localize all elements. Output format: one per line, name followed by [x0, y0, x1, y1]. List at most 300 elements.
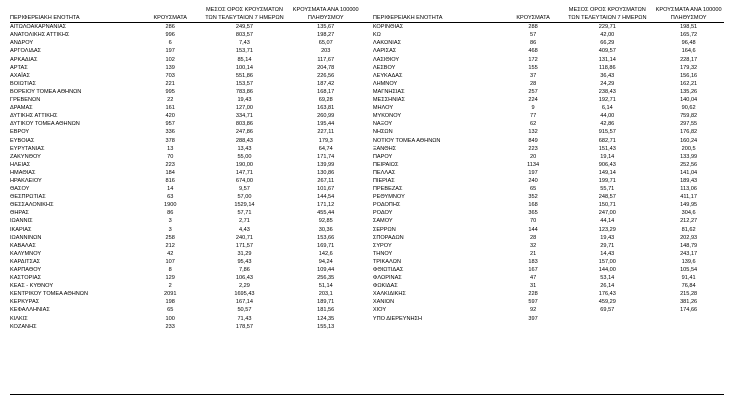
row-column-gap: [361, 306, 373, 314]
row-right-avg: 14,43: [600, 250, 615, 257]
row-right-avg: 24,29: [600, 80, 615, 87]
row-left-avg: 2,29: [239, 283, 250, 290]
table-row: [10, 193, 724, 201]
row-right-avg: 149,14: [598, 169, 616, 176]
header-column-gap: [361, 6, 373, 23]
row-right-per100k: 215,28: [680, 291, 698, 298]
table-row: [10, 185, 724, 193]
row-column-gap: [361, 23, 373, 32]
row-column-gap: [361, 282, 373, 290]
row-left-avg: 55,00: [237, 153, 252, 160]
row-left-per100k: 51,14: [318, 283, 333, 290]
row-left-cases: 233: [165, 323, 175, 330]
row-right-avg: 915,57: [598, 129, 616, 136]
row-left-per100k: 181,56: [317, 307, 335, 314]
row-left-region: ΗΛΕΙΑΣ: [10, 161, 31, 168]
table-row: [10, 23, 724, 32]
row-left-avg: 1529,14: [234, 202, 255, 209]
row-right-per100k: 411,17: [680, 194, 697, 201]
row-column-gap: [361, 290, 373, 298]
row-right-cases: 849: [528, 137, 538, 144]
row-right-cases: 365: [528, 210, 538, 217]
row-right-avg: 229,71: [598, 24, 616, 31]
row-right-avg: 682,71: [598, 137, 616, 144]
row-right-region: ΣΠΟΡΑΔΩΝ: [372, 234, 404, 241]
row-right-cases: 468: [528, 48, 538, 55]
table-row: [10, 274, 724, 282]
row-left-avg: 50,57: [237, 307, 252, 314]
table-row: [10, 258, 724, 266]
row-right-region: ΠΕΛΛΑΣ: [372, 169, 396, 176]
row-left-per100k: 65,07: [318, 40, 333, 47]
row-column-gap: [361, 226, 373, 234]
row-left-avg: 4,43: [239, 226, 250, 233]
row-right-region: ΤΡΙΚΑΛΩΝ: [372, 258, 401, 265]
row-left-cases: 70: [167, 153, 174, 160]
row-right-per100k: 165,72: [680, 32, 698, 39]
table-row: [10, 47, 724, 55]
row-left-per100k: 155,13: [317, 323, 335, 330]
row-right-cases: 144: [528, 226, 538, 233]
row-right-region: ΜΑΓΝΗΣΙΑΣ: [372, 88, 405, 95]
row-right-region: ΞΑΝΘΗΣ: [372, 145, 397, 152]
table-row: [10, 120, 724, 128]
row-column-gap: [361, 323, 373, 331]
row-right-cases: 86: [529, 40, 537, 47]
row-left-region: ΚΑΛΥΜΝΟΥ: [10, 250, 42, 257]
row-left-avg: 100,14: [235, 64, 253, 71]
row-left-avg: 57,71: [237, 210, 252, 217]
row-right-region: [373, 323, 505, 331]
row-right-region: ΛΑΚΩΝΙΑΣ: [372, 40, 402, 47]
header-right-cases: ΚΡΟΥΣΜΑΤΑ: [505, 6, 562, 23]
row-right-avg: 44,14: [600, 218, 615, 225]
row-right-per100k: 243,17: [680, 250, 698, 257]
row-right-avg: 29,71: [600, 242, 615, 249]
row-left-region: ΚΙΛΚΙΣ: [10, 315, 28, 322]
row-left-cases: 223: [165, 161, 175, 168]
row-right-region: ΚΩ: [372, 32, 381, 39]
row-left-per100k: 171,12: [317, 202, 335, 209]
row-right-per100k: 759,82: [680, 113, 698, 120]
row-left-avg: 147,71: [235, 169, 253, 176]
table-row: [10, 88, 724, 96]
row-right-region: ΛΑΣΙΘΙΟΥ: [372, 56, 400, 63]
row-right-avg: 247,00: [598, 210, 616, 217]
row-right-per100k: 252,56: [680, 161, 698, 168]
row-column-gap: [361, 161, 373, 169]
row-right-avg: 248,57: [598, 194, 616, 201]
row-right-avg: 36,43: [600, 72, 615, 79]
row-left-cases: 703: [165, 72, 175, 79]
row-right-region: ΧΑΛΚΙΔΙΚΗΣ: [372, 291, 406, 298]
row-column-gap: [361, 56, 373, 64]
row-right-avg: [561, 323, 653, 331]
row-right-cases: 257: [528, 88, 538, 95]
row-column-gap: [361, 274, 373, 282]
row-right-region: ΜΗΛΟΥ: [372, 105, 394, 112]
table-row: [10, 145, 724, 153]
row-right-cases: 352: [528, 194, 538, 201]
row-right-cases: [505, 323, 562, 331]
row-right-per100k: 174,66: [680, 307, 698, 314]
row-left-cases: 286: [165, 24, 175, 31]
row-right-cases: 9: [531, 105, 535, 112]
row-left-avg: 31,29: [237, 250, 252, 257]
row-column-gap: [361, 193, 373, 201]
row-right-cases: 20: [529, 153, 537, 160]
row-left-per100k: 144,54: [317, 194, 335, 201]
row-right-per100k: 164,6: [681, 48, 696, 55]
row-left-cases: 65: [167, 307, 174, 314]
row-right-cases: 92: [529, 307, 537, 314]
row-right-avg: [561, 315, 653, 323]
row-left-per100k: 168,17: [317, 88, 335, 95]
row-right-cases: 223: [528, 145, 538, 152]
row-left-region: ΚΟΖΑΝΗΣ: [10, 323, 37, 330]
row-left-avg: 803,57: [235, 32, 253, 39]
table-row: [10, 201, 724, 209]
row-left-cases: 3: [168, 226, 172, 233]
row-right-avg: 157,00: [598, 258, 616, 265]
header-right-per100k-line1: ΚΡΟΥΣΜΑΤΑ ΑΝΑ 100000: [655, 7, 722, 13]
row-left-region: ΗΡΑΚΛΕΙΟΥ: [10, 177, 42, 184]
row-right-cases: 288: [528, 24, 538, 31]
row-left-per100k: 187,42: [317, 80, 335, 87]
row-column-gap: [361, 80, 373, 88]
row-left-per100k: 109,44: [317, 267, 335, 273]
row-right-cases: 132: [528, 129, 538, 136]
row-right-avg: 144,00: [598, 267, 616, 273]
row-right-cases: 172: [528, 56, 538, 63]
row-right-per100k: [653, 315, 724, 323]
row-right-cases: 224: [528, 97, 538, 104]
row-left-cases: 336: [165, 129, 175, 136]
row-right-avg: 69,57: [600, 307, 615, 314]
row-right-per100k: 135,26: [680, 88, 698, 95]
table-row: [10, 266, 724, 274]
row-column-gap: [361, 266, 373, 274]
row-right-per100k: 297,55: [680, 121, 698, 128]
row-left-cases: 258: [165, 234, 175, 241]
table-header-row: [10, 6, 724, 23]
row-right-avg: 53,14: [600, 275, 615, 282]
row-column-gap: [361, 177, 373, 185]
row-column-gap: [361, 185, 373, 193]
row-right-per100k: 176,82: [680, 129, 698, 136]
row-left-cases: 161: [165, 105, 175, 112]
row-column-gap: [361, 137, 373, 145]
row-right-region: ΤΗΝΟΥ: [372, 250, 393, 257]
table-row: [10, 104, 724, 112]
row-left-region: ΘΑΣΟΥ: [10, 186, 30, 193]
row-right-cases: 197: [528, 169, 538, 176]
row-left-region: ΚΑΣΤΟΡΙΑΣ: [10, 275, 42, 282]
row-right-avg: 19,43: [600, 234, 615, 241]
row-column-gap: [361, 72, 373, 80]
row-left-region: ΚΕΦΑΛΛΗΝΙΑΣ: [10, 307, 50, 314]
table-row: [10, 128, 724, 136]
row-left-avg: 551,86: [235, 72, 253, 79]
row-right-per100k: 113,06: [680, 186, 697, 193]
table-body: [10, 23, 724, 331]
row-left-cases: 13: [167, 145, 174, 152]
row-left-region: ΕΥΒΟΙΑΣ: [10, 137, 35, 144]
header-right-per100k: [653, 6, 724, 23]
row-right-cases: 62: [529, 121, 537, 128]
table-row: [10, 315, 724, 323]
row-left-cases: 22: [167, 97, 174, 104]
row-left-region: ΔΥΤΙΚΗΣ ΑΤΤΙΚΗΣ: [10, 113, 58, 120]
row-left-cases: 221: [165, 80, 175, 87]
row-column-gap: [361, 104, 373, 112]
row-left-per100k: 203,1: [318, 291, 333, 298]
row-right-region: ΝΑΞΟΥ: [372, 121, 393, 128]
row-left-region: ΚΕΝΤΡΙΚΟΥ ΤΟΜΕΑ ΑΘΗΝΩΝ: [10, 291, 89, 298]
row-right-per100k: 156,16: [680, 72, 698, 79]
row-right-per100k: 198,51: [680, 24, 698, 31]
row-right-per100k: 228,17: [680, 56, 698, 63]
table-row: [10, 112, 724, 120]
table-row: [10, 72, 724, 80]
header-left-region: ΠΕΡΙΦΕΡΕΙΑΚΗ ΕΝΟΤΗΤΑ: [10, 6, 142, 23]
row-right-per100k: 139,6: [681, 258, 696, 265]
row-left-region: ΘΗΡΑΣ: [10, 210, 29, 217]
row-column-gap: [361, 242, 373, 250]
row-right-region: ΣΑΜΟΥ: [372, 218, 393, 225]
row-left-per100k: 69,28: [318, 97, 333, 104]
row-left-region: ΚΕΑΣ - ΚΥΘΝΟΥ: [10, 283, 54, 290]
row-right-region: ΡΟΔΟΥ: [372, 210, 393, 217]
row-left-per100k: 256,35: [317, 275, 335, 282]
row-column-gap: [361, 217, 373, 225]
table-row: [10, 177, 724, 185]
row-left-region: ΕΒΡΟΥ: [10, 129, 30, 136]
row-left-cases: 1900: [164, 202, 177, 209]
row-right-avg: 176,43: [598, 291, 616, 298]
row-left-cases: 63: [167, 194, 174, 201]
row-left-region: ΔΡΑΜΑΣ: [10, 105, 33, 112]
table-row: [10, 306, 724, 314]
row-left-cases: 2091: [164, 291, 177, 298]
row-left-avg: 7,43: [239, 40, 250, 47]
row-right-cases: 167: [528, 267, 538, 273]
row-right-avg: 6,14: [601, 105, 613, 112]
row-left-region: ΘΕΣΠΡΩΤΙΑΣ: [10, 194, 46, 201]
header-right-avg: [561, 6, 653, 23]
row-right-region: ΜΥΚΟΝΟΥ: [372, 113, 402, 120]
row-right-avg: 199,71: [598, 177, 616, 184]
row-right-region: ΠΕΙΡΑΙΩΣ: [372, 161, 399, 168]
row-left-avg: 127,00: [235, 105, 253, 112]
row-right-cases: 397: [528, 315, 538, 322]
row-left-per100k: 179,3: [318, 137, 333, 144]
table-row: [10, 137, 724, 145]
row-right-region: ΠΑΡΟΥ: [372, 153, 393, 160]
row-left-cases: 102: [165, 56, 175, 63]
row-right-avg: 66,29: [600, 40, 615, 47]
row-left-per100k: 171,74: [317, 153, 335, 160]
row-left-avg: 803,86: [235, 121, 253, 128]
row-left-region: ΑΡΤΑΣ: [10, 64, 28, 71]
table-row: [10, 209, 724, 217]
row-right-avg: 42,00: [600, 32, 615, 39]
table-row: [10, 31, 724, 39]
row-column-gap: [361, 169, 373, 177]
row-left-region: ΑΡΚΑΔΙΑΣ: [10, 56, 38, 63]
row-left-avg: 674,00: [235, 177, 253, 184]
row-left-cases: 184: [165, 169, 175, 176]
row-left-per100k: 455,44: [317, 210, 335, 217]
row-right-region: ΛΑΡΙΣΑΣ: [372, 48, 397, 55]
row-left-avg: 7,86: [239, 267, 250, 273]
row-right-per100k: 90,62: [681, 105, 696, 112]
row-left-region: ΓΡΕΒΕΝΩΝ: [10, 97, 41, 104]
row-right-per100k: 149,95: [680, 202, 698, 209]
row-right-per100k: 162,21: [680, 80, 698, 87]
table-bottom-rule: [10, 394, 724, 395]
row-right-avg: 238,43: [598, 88, 616, 95]
row-left-cases: 8: [168, 267, 172, 273]
row-left-per100k: 204,78: [317, 64, 335, 71]
row-column-gap: [361, 64, 373, 72]
row-right-cases: 597: [528, 299, 538, 306]
row-left-avg: 1695,43: [234, 291, 255, 298]
row-right-cases: 32: [529, 242, 537, 249]
row-left-cases: 957: [165, 121, 175, 128]
row-left-region: ΙΚΑΡΙΑΣ: [10, 226, 32, 233]
row-left-region: ΑΝΔΡΟΥ: [10, 40, 34, 47]
row-right-cases: 228: [528, 291, 538, 298]
row-left-per100k: 101,67: [317, 186, 335, 193]
row-left-per100k: 142,6: [318, 250, 333, 257]
table-row: [10, 290, 724, 298]
row-right-region: ΠΡΕΒΕΖΑΣ: [372, 186, 403, 193]
table-row: [10, 226, 724, 234]
row-right-avg: 192,71: [598, 97, 616, 104]
row-left-per100k: 227,11: [317, 129, 335, 136]
row-right-region: ΣΕΡΡΩΝ: [372, 226, 396, 233]
row-right-region: ΦΩΚΙΔΑΣ: [372, 283, 398, 290]
header-left-cases: ΚΡΟΥΣΜΑΤΑ: [142, 6, 199, 23]
header-left-avg-line2: ΤΩΝ ΤΕΛΕΥΤΑΙΩΝ 7 ΗΜΕΡΩΝ: [205, 15, 284, 22]
header-right-avg-line1: ΜΕΣΟΣ ΟΡΟΣ ΚΡΟΥΣΜΑΤΩΝ: [568, 7, 646, 13]
row-left-avg: 13,43: [237, 145, 252, 152]
row-left-cases: 14: [167, 186, 174, 193]
row-right-per100k: 133,99: [680, 153, 698, 160]
row-right-per100k: 179,32: [680, 64, 698, 71]
table-row: [10, 56, 724, 64]
row-right-cases: 28: [529, 80, 537, 87]
header-left-per100k-line2: ΠΛΗΘΥΣΜΟΥ: [307, 15, 344, 22]
row-left-cases: 3: [168, 218, 172, 225]
row-left-cases: 2: [168, 283, 172, 290]
row-left-avg: 153,57: [235, 80, 253, 87]
row-left-region: ΑΝΑΤΟΛΙΚΗΣ ΑΤΤΙΚΗΣ: [10, 32, 70, 39]
row-right-region: ΦΛΩΡΙΝΑΣ: [372, 275, 402, 282]
row-column-gap: [361, 298, 373, 306]
row-column-gap: [361, 315, 373, 323]
row-right-avg: 55,71: [600, 186, 615, 193]
row-left-per100k: 30,36: [318, 226, 333, 233]
row-right-cases: 77: [529, 113, 537, 120]
row-right-region: ΝΟΤΙΟΥ ΤΟΜΕΑ ΑΘΗΝΩΝ: [372, 137, 441, 144]
row-right-region: ΛΕΣΒΟΥ: [372, 64, 396, 71]
row-right-avg: 26,14: [600, 283, 615, 290]
row-right-per100k: 148,79: [680, 242, 698, 249]
row-right-avg: 19,14: [600, 153, 615, 160]
row-left-per100k: 169,71: [317, 242, 335, 249]
row-left-avg: 249,57: [235, 24, 253, 31]
row-column-gap: [361, 88, 373, 96]
row-left-cases: 816: [165, 177, 175, 184]
row-right-per100k: 381,26: [680, 299, 698, 306]
row-left-cases: 100: [165, 315, 175, 322]
row-right-cases: 47: [529, 275, 537, 282]
table-row: [10, 39, 724, 47]
header-left-avg-line1: ΜΕΣΟΣ ΟΡΟΣ ΚΡΟΥΣΜΑΤΩΝ: [205, 7, 283, 13]
row-left-avg: 9,57: [239, 186, 250, 193]
row-left-cases: 212: [165, 242, 175, 249]
row-right-avg: 409,57: [598, 48, 616, 55]
row-right-avg: 131,14: [598, 56, 616, 63]
row-left-region: ΙΩΑΝΝΙΣ: [10, 218, 33, 225]
row-left-avg: 247,86: [235, 129, 253, 136]
row-right-per100k: 81,62: [681, 226, 696, 233]
row-right-cases: 183: [528, 258, 538, 265]
table-row: [10, 323, 724, 331]
row-right-region: ΚΟΡΙΝΘΙΑΣ: [372, 24, 404, 31]
row-left-per100k: 139,99: [317, 161, 335, 168]
row-right-per100k: 96,48: [681, 40, 696, 47]
row-left-region: ΚΑΡΠΑΘΟΥ: [10, 267, 42, 273]
row-left-cases: 139: [165, 64, 175, 71]
row-left-avg: 178,57: [235, 323, 253, 330]
row-right-region: ΛΗΜΝΟΥ: [372, 80, 398, 87]
table-row: [10, 169, 724, 177]
row-left-avg: 153,71: [235, 48, 253, 55]
row-left-region: ΘΕΣΣΑΛΟΝΙΚΗΣ: [10, 202, 54, 209]
row-right-region: ΜΕΣΣΗΝΙΑΣ: [372, 97, 405, 104]
row-column-gap: [361, 47, 373, 55]
row-column-gap: [361, 96, 373, 104]
row-right-region: ΧΙΟΥ: [372, 307, 387, 314]
row-left-per100k: 163,81: [317, 105, 335, 112]
header-right-per100k-line2: ΠΛΗΘΥΣΜΟΥ: [670, 15, 707, 22]
row-right-per100k: 76,84: [681, 283, 696, 290]
row-left-avg: 167,14: [235, 299, 253, 306]
row-right-cases: 57: [529, 32, 537, 39]
row-right-per100k: 160,24: [680, 137, 698, 144]
row-right-per100k: 200,5: [681, 145, 696, 152]
row-column-gap: [361, 153, 373, 161]
row-column-gap: [361, 128, 373, 136]
row-right-avg: 118,86: [598, 64, 616, 71]
row-left-cases: 129: [165, 275, 175, 282]
row-right-region: ΥΠΟ ΔΙΕΡΕΥΝΗΣΗ: [372, 315, 423, 322]
row-left-cases: 995: [165, 88, 175, 95]
row-right-cases: 240: [528, 177, 538, 184]
row-left-per100k: 260,99: [317, 113, 335, 120]
row-left-region: ΗΜΑΘΙΑΣ: [10, 169, 36, 176]
row-left-region: ΑΡΓΟΛΙΔΑΣ: [10, 48, 42, 55]
row-right-cases: 21: [529, 250, 537, 257]
row-left-per100k: 130,86: [317, 169, 335, 176]
table-row: [10, 96, 724, 104]
row-left-per100k: 64,74: [318, 145, 333, 152]
row-left-per100k: 195,44: [317, 121, 335, 128]
row-left-per100k: 198,27: [317, 32, 335, 39]
